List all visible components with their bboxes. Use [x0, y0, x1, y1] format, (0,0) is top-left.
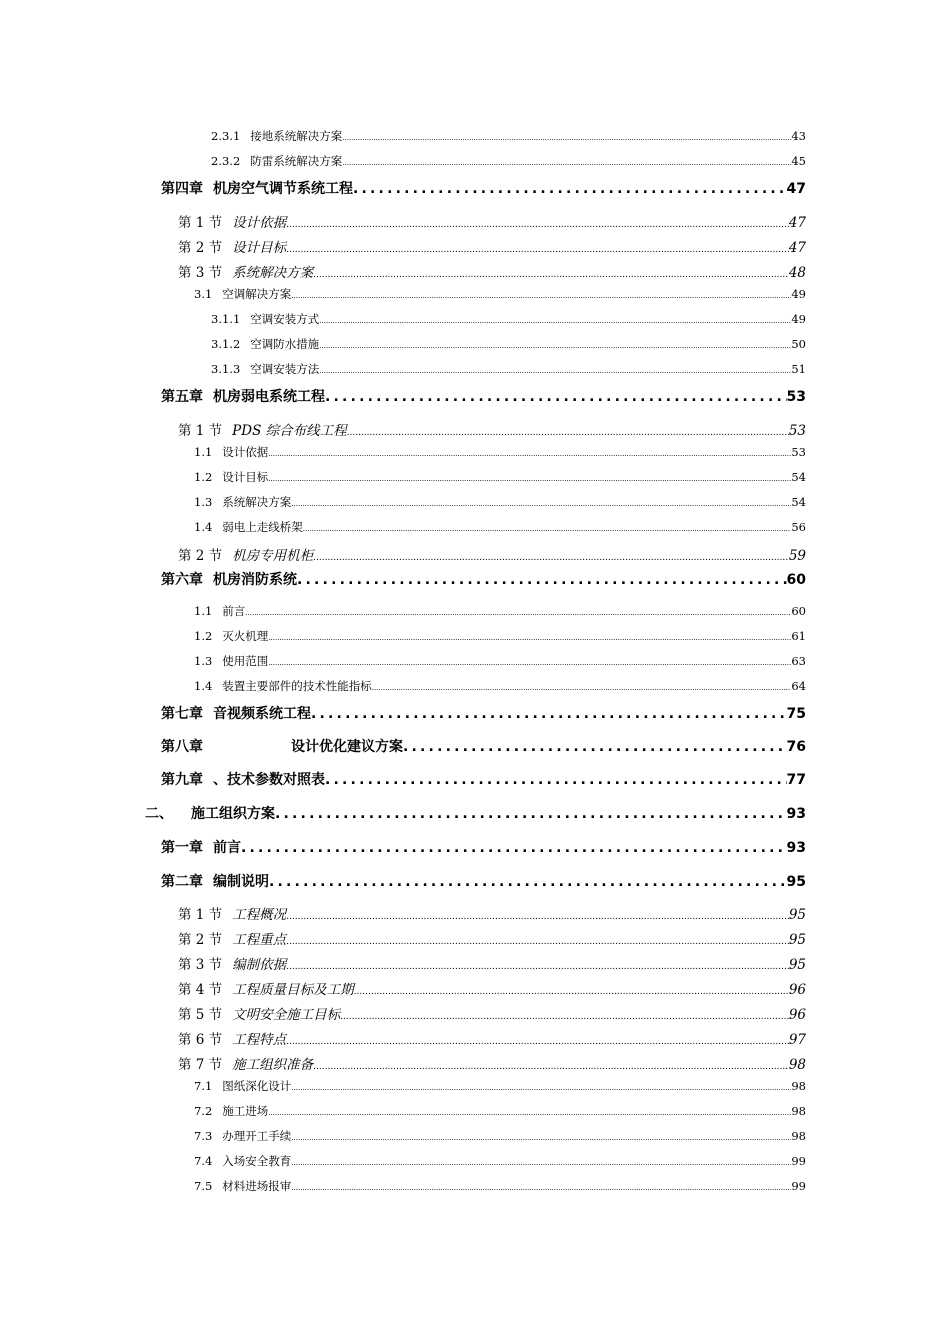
toc-entry-title: 机房弱电系统工程	[213, 389, 325, 405]
toc-entry-title: 入场安全教育	[222, 1154, 292, 1168]
toc-entry-number: 第七章	[161, 706, 203, 722]
toc-page-number: 93	[786, 806, 806, 822]
toc-dot-leader	[291, 495, 791, 509]
toc-dot-leader	[340, 1007, 789, 1023]
toc-entry-title: 工程质量目标及工期	[232, 982, 354, 998]
toc-entry-title: 空调安装方式	[250, 312, 320, 326]
toc-entry[interactable]	[178, 978, 806, 998]
toc-entry-number: 第 3 节	[178, 957, 223, 973]
toc-entry-title: 编制说明	[213, 874, 269, 890]
toc-page-number: 56	[791, 520, 806, 534]
toc-page-number: 98	[791, 1104, 806, 1118]
toc-page-number: 53	[788, 423, 806, 439]
toc-page-number: 53	[786, 389, 806, 405]
toc-entry-title: 机房空气调节系统工程	[213, 181, 353, 197]
toc-entry-title: 前言	[222, 604, 246, 618]
toc-entry[interactable]	[178, 1028, 806, 1048]
toc-dot-leader	[297, 572, 787, 588]
toc-entry[interactable]	[161, 703, 806, 723]
toc-entry-title: 设计目标	[232, 240, 287, 256]
toc-entry-title: 装置主要部件的技术性能指标	[222, 679, 372, 693]
toc-entry-number: 7.5	[194, 1179, 213, 1193]
toc-dot-leader	[245, 604, 791, 618]
toc-dot-leader	[342, 129, 791, 143]
toc-entry[interactable]	[194, 603, 806, 619]
toc-page-number: 60	[791, 604, 806, 618]
toc-page-number: 47	[788, 215, 806, 231]
toc-entry-title: 音视频系统工程	[213, 706, 311, 722]
toc-entry-title: 工程重点	[232, 932, 287, 948]
toc-entry-number: 3.1.2	[211, 337, 241, 351]
toc-entry[interactable]	[178, 903, 806, 923]
toc-entry-title: 空调解决方案	[222, 287, 292, 301]
toc-entry-title: 工程概况	[232, 907, 287, 923]
toc-entry-title: 接地系统解决方案	[250, 129, 343, 143]
toc-dot-leader	[354, 982, 789, 998]
toc-dot-leader	[291, 1079, 791, 1093]
toc-entry[interactable]	[178, 211, 806, 231]
toc-page-number: 75	[786, 706, 806, 722]
toc-dot-leader	[241, 840, 787, 856]
toc-entry-title: PDS 综合布线工程	[232, 423, 347, 439]
toc-page-number: 45	[791, 154, 806, 168]
toc-page-number: 43	[791, 129, 806, 143]
toc-entry[interactable]	[178, 1053, 806, 1073]
toc-entry[interactable]	[211, 311, 806, 327]
toc-entry-title: 灭火机理	[222, 629, 269, 643]
toc-entry-number: 1.4	[194, 679, 213, 693]
toc-entry[interactable]	[194, 1078, 806, 1094]
toc-entry-title: 、技术参数对照表	[213, 772, 325, 788]
toc-page-number: 95	[788, 957, 806, 973]
toc-entry-number: 第六章	[161, 572, 203, 588]
toc-entry-number: 第 1 节	[178, 215, 223, 231]
toc-entry-title: 机房专用机柜	[232, 548, 314, 564]
toc-page-number: 95	[788, 932, 806, 948]
toc-entry-title: 施工进场	[222, 1104, 269, 1118]
toc-entry[interactable]	[194, 628, 806, 644]
toc-entry-number: 7.1	[194, 1079, 213, 1093]
toc-entry-number: 第八章	[161, 739, 203, 755]
toc-dot-leader	[311, 706, 787, 722]
toc-entry-number: 第 2 节	[178, 240, 223, 256]
toc-entry[interactable]	[161, 178, 806, 198]
toc-entry-number: 第 1 节	[178, 907, 223, 923]
toc-page-number: 95	[786, 874, 806, 890]
toc-entry[interactable]	[178, 419, 806, 439]
toc-entry-number: 2.3.1	[211, 129, 241, 143]
toc-entry-title: 设计依据	[232, 215, 287, 231]
toc-entry[interactable]	[161, 569, 806, 589]
toc-page-number: 98	[791, 1079, 806, 1093]
toc-entry-number: 1.1	[194, 604, 213, 618]
toc-dot-leader	[353, 181, 787, 197]
toc-entry-title: 材料进场报审	[222, 1179, 292, 1193]
toc-entry-number: 第 2 节	[178, 932, 223, 948]
toc-entry-title: 图纸深化设计	[222, 1079, 292, 1093]
toc-entry-number: 第 1 节	[178, 423, 223, 439]
toc-entry-number: 第五章	[161, 389, 203, 405]
toc-page-number: 48	[788, 265, 806, 281]
toc-entry-number: 第一章	[161, 840, 203, 856]
toc-entry[interactable]	[211, 128, 806, 144]
toc-entry[interactable]	[194, 678, 806, 694]
toc-entry[interactable]	[194, 653, 806, 669]
toc-entry-title: 系统解决方案	[232, 265, 314, 281]
toc-entry-title: 空调防水措施	[250, 337, 320, 351]
toc-entry-number: 第九章	[161, 772, 203, 788]
toc-page-number: 77	[786, 772, 806, 788]
toc-entry-title: 设计优化建议方案	[291, 739, 403, 755]
toc-dot-leader	[291, 287, 791, 301]
toc-page-number: 60	[786, 572, 806, 588]
toc-dot-leader	[275, 806, 787, 822]
toc-entry[interactable]	[194, 1103, 806, 1119]
toc-entry-title: 施工组织方案	[191, 806, 275, 822]
toc-page-number: 95	[788, 907, 806, 923]
toc-dot-leader	[291, 1129, 791, 1143]
toc-entry-title: 设计目标	[222, 470, 269, 484]
toc-dot-leader	[286, 215, 789, 231]
toc-entry[interactable]	[178, 261, 806, 281]
toc-entry[interactable]	[161, 769, 806, 789]
toc-dot-leader	[269, 874, 787, 890]
toc-page-number: 59	[788, 548, 806, 564]
toc-entry-title: 编制依据	[232, 957, 287, 973]
toc-entry-title: 施工组织准备	[232, 1057, 314, 1073]
toc-page-number: 99	[791, 1154, 806, 1168]
toc-entry[interactable]	[194, 444, 806, 460]
toc-page-number: 96	[788, 982, 806, 998]
toc-entry-title: 设计依据	[222, 445, 269, 459]
toc-entry-title: 机房消防系统	[213, 572, 297, 588]
toc-dot-leader	[303, 520, 792, 534]
toc-entry-number: 第 7 节	[178, 1057, 223, 1073]
toc-entry-number: 第 6 节	[178, 1032, 223, 1048]
toc-dot-leader	[268, 445, 791, 459]
toc-page-number: 54	[791, 495, 806, 509]
toc-dot-leader	[313, 1057, 789, 1073]
toc-dot-leader	[268, 470, 791, 484]
toc-dot-leader	[268, 629, 791, 643]
toc-page-number: 61	[791, 629, 806, 643]
toc-entry-number: 1.4	[194, 520, 213, 534]
toc-dot-leader	[319, 312, 791, 326]
toc-dot-leader	[268, 654, 791, 668]
toc-dot-leader	[286, 1032, 789, 1048]
toc-entry[interactable]	[178, 544, 806, 564]
toc-dot-leader	[286, 932, 789, 948]
toc-page-number: 99	[791, 1179, 806, 1193]
toc-entry-number: 7.2	[194, 1104, 213, 1118]
toc-entry-number: 7.3	[194, 1129, 213, 1143]
toc-entry[interactable]	[178, 236, 806, 256]
toc-page-number: 54	[791, 470, 806, 484]
toc-entry[interactable]	[194, 1178, 806, 1194]
toc-entry-title: 空调安装方法	[250, 362, 320, 376]
toc-entry-title: 防雷系统解决方案	[250, 154, 343, 168]
toc-dot-leader	[286, 240, 789, 256]
toc-entry[interactable]	[194, 286, 806, 302]
toc-entry-title: 弱电上走线桥架	[222, 520, 303, 534]
toc-entry[interactable]	[161, 837, 806, 857]
toc-entry-number: 3.1.3	[211, 362, 241, 376]
toc-entry-title: 工程特点	[232, 1032, 287, 1048]
toc-entry[interactable]	[178, 953, 806, 973]
toc-dot-leader	[325, 772, 787, 788]
toc-dot-leader	[403, 739, 787, 755]
toc-entry[interactable]	[194, 1128, 806, 1144]
toc-entry[interactable]	[211, 153, 806, 169]
toc-page-number: 47	[788, 240, 806, 256]
toc-entry[interactable]	[194, 469, 806, 485]
toc-entry[interactable]	[211, 361, 806, 377]
toc-dot-leader	[319, 337, 791, 351]
toc-page-number: 63	[791, 654, 806, 668]
toc-dot-leader	[268, 1104, 791, 1118]
toc-page-number: 50	[791, 337, 806, 351]
toc-entry-number: 1.3	[194, 654, 213, 668]
toc-dot-leader	[372, 679, 792, 693]
toc-page-number: 98	[791, 1129, 806, 1143]
toc-entry[interactable]	[194, 494, 806, 510]
toc-entry-title: 使用范围	[222, 654, 269, 668]
toc-page-number: 93	[786, 840, 806, 856]
toc-entry-number: 3.1.1	[211, 312, 241, 326]
toc-entry-number: 第 3 节	[178, 265, 223, 281]
toc-entry[interactable]	[178, 1003, 806, 1023]
toc-entry[interactable]	[178, 928, 806, 948]
toc-page-number: 51	[791, 362, 806, 376]
toc-dot-leader	[286, 957, 789, 973]
toc-entry[interactable]	[194, 519, 806, 535]
toc-entry-number: 二、	[145, 806, 173, 822]
toc-entry-number: 第 5 节	[178, 1007, 223, 1023]
toc-page-number: 76	[786, 739, 806, 755]
toc-dot-leader	[313, 548, 789, 564]
toc-entry-number: 2.3.2	[211, 154, 241, 168]
toc-entry[interactable]	[161, 386, 806, 406]
toc-dot-leader	[286, 907, 789, 923]
toc-entry-number: 第 2 节	[178, 548, 223, 564]
toc-dot-leader	[313, 265, 789, 281]
toc-entry[interactable]	[161, 871, 806, 891]
toc-page-number: 64	[791, 679, 806, 693]
toc-entry-title: 系统解决方案	[222, 495, 292, 509]
toc-entry-number: 3.1	[194, 287, 213, 301]
toc-dot-leader	[325, 389, 787, 405]
toc-entry[interactable]	[211, 336, 806, 352]
toc-entry-title: 前言	[213, 840, 241, 856]
toc-dot-leader	[291, 1154, 791, 1168]
toc-page-number: 98	[788, 1057, 806, 1073]
toc-entry-title: 文明安全施工目标	[232, 1007, 341, 1023]
toc-dot-leader	[342, 154, 791, 168]
toc-dot-leader	[347, 423, 789, 439]
toc-page-number: 47	[786, 181, 806, 197]
toc-entry-number: 1.1	[194, 445, 213, 459]
toc-entry[interactable]	[194, 1153, 806, 1169]
toc-entry-number: 7.4	[194, 1154, 213, 1168]
toc-page-number: 96	[788, 1007, 806, 1023]
toc-entry[interactable]	[145, 803, 806, 823]
toc-entry-number: 1.2	[194, 470, 213, 484]
toc-entry-number: 第四章	[161, 181, 203, 197]
toc-entry-number: 1.3	[194, 495, 213, 509]
toc-page-number: 97	[788, 1032, 806, 1048]
toc-entry-number: 1.2	[194, 629, 213, 643]
toc-entry-title: 办理开工手续	[222, 1129, 292, 1143]
toc-entry-number: 第二章	[161, 874, 203, 890]
toc-dot-leader	[319, 362, 791, 376]
toc-dot-leader	[291, 1179, 791, 1193]
toc-entry[interactable]	[161, 736, 806, 756]
toc-entry-number: 第 4 节	[178, 982, 223, 998]
toc-page-number: 49	[791, 287, 806, 301]
toc-page-number: 53	[791, 445, 806, 459]
toc-page-number: 49	[791, 312, 806, 326]
